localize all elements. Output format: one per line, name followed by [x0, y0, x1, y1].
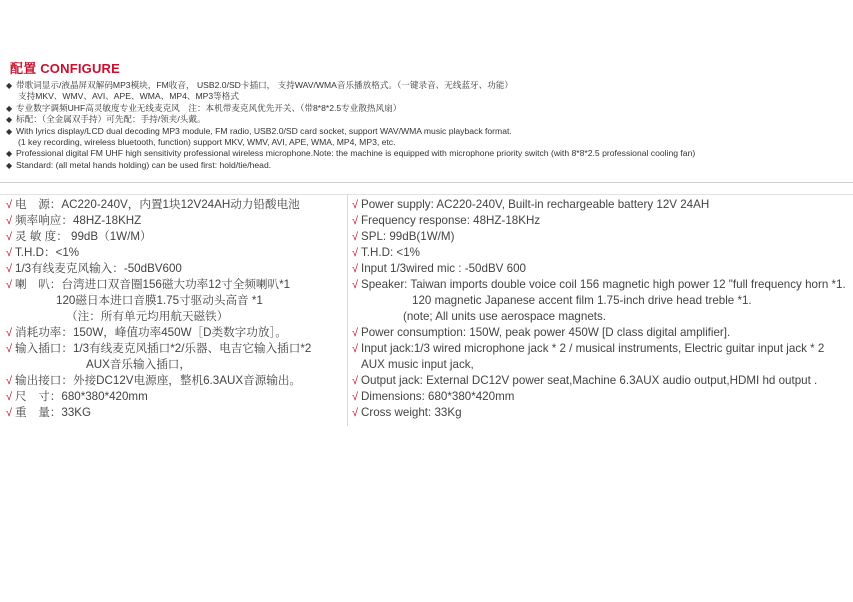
check-mark-icon: √ [6, 375, 13, 387]
spec-list-chinese [6, 197, 346, 421]
spec-text: Speaker: Taiwan imports double voice coil 156 magnetic high power 12 "full frequency horn *1. [361, 278, 846, 291]
feature-item [6, 80, 846, 91]
spec-row [6, 245, 346, 261]
spec-row [352, 389, 847, 405]
spec-row [6, 213, 346, 229]
spec-text: 120磁日本进口音膜1.75寸驱动头高音 *1 [56, 294, 263, 307]
check-mark-icon: √ [352, 407, 359, 419]
spec-row [6, 261, 346, 277]
diamond-bullet-icon: ◆ [6, 81, 13, 90]
check-mark-icon: √ [6, 391, 13, 403]
spec-row [352, 261, 847, 277]
check-mark-icon: √ [352, 375, 359, 387]
diamond-bullet-icon: ◆ [6, 115, 13, 125]
spec-row [352, 341, 847, 357]
spec-text: T.H.D: <1% [361, 246, 420, 259]
spec-text: SPL: 99dB(1W/M) [361, 230, 455, 243]
spec-row [6, 229, 346, 245]
feature-item [6, 126, 846, 137]
spec-row [6, 373, 346, 389]
check-mark-icon: √ [6, 247, 13, 259]
spec-text: T.H.D：<1% [15, 246, 80, 259]
spec-text: （注：所有单元均用航天磁铁） [66, 310, 229, 323]
feature-item [6, 91, 846, 102]
spec-text: 喇 叭：台湾进口双音圈156磁大功率12寸全频喇叭*1 [15, 278, 291, 291]
check-mark-icon: √ [352, 215, 359, 227]
divider [0, 182, 853, 183]
spec-row [6, 341, 346, 357]
spec-row [6, 325, 346, 341]
spec-text: Frequency response: 48HZ-18KHz [361, 214, 541, 227]
spec-row [352, 245, 847, 261]
spec-text: Power consumption: 150W, peak power 450W [D class digital amplifier]. [361, 326, 731, 339]
check-mark-icon: √ [352, 279, 359, 291]
spec-text: 消耗功率：150W，峰值功率450W［D类数字功放］。 [15, 326, 287, 339]
spec-text: AUX music input jack, [361, 358, 474, 371]
check-mark-icon: √ [6, 263, 13, 275]
spec-text: 1/3有线麦克风输入：-50dBV600 [15, 262, 182, 275]
spec-row [352, 277, 847, 293]
feature-list [6, 80, 846, 171]
feature-item [6, 114, 846, 125]
spec-text: Power supply: AC220-240V, Built-in rechargeable battery 12V 24AH [361, 198, 710, 211]
spec-text: AUX音乐输入插口， [86, 358, 191, 371]
spec-row [6, 197, 346, 213]
check-mark-icon: √ [6, 231, 13, 243]
spec-text: (note; All units use aerospace magnets. [403, 310, 607, 323]
spec-text: 尺 寸：680*380*420mm [15, 390, 148, 403]
check-mark-icon: √ [352, 391, 359, 403]
feature-text: With lyrics display/LCD dual decoding MP3 module, FM radio, USB2.0/SD card socket, support WAV/WMA music playback format. [16, 125, 512, 136]
feature-item [6, 137, 846, 148]
spec-text: 电 源：AC220-240V，内置1块12V24AH动力铅酸电池 [15, 198, 300, 211]
spec-text: 灵 敏 度： 99dB（1W/M） [15, 230, 152, 243]
diamond-bullet-icon: ◆ [6, 160, 13, 170]
spec-text: 输入插口：1/3有线麦克风插口*2/乐器、电吉它输入插口*2 [15, 342, 312, 355]
spec-text: 120 magnetic Japanese accent film 1.75-inch drive head treble *1. [412, 294, 752, 307]
check-mark-icon: √ [6, 215, 13, 227]
spec-text: Dimensions: 680*380*420mm [361, 390, 515, 403]
check-mark-icon: √ [352, 327, 359, 339]
spec-row [352, 309, 847, 325]
spec-text: 频率响应：48HZ-18KHZ [15, 214, 142, 227]
feature-text: Standard: (all metal hands holding) can be used first: hold/tie/head. [16, 159, 272, 170]
check-mark-icon: √ [352, 263, 359, 275]
feature-item [6, 148, 846, 159]
spec-row [352, 197, 847, 213]
check-mark-icon: √ [352, 247, 359, 259]
spec-row [6, 357, 346, 373]
check-mark-icon: √ [6, 279, 13, 291]
spec-text: Input jack:1/3 wired microphone jack * 2 / musical instruments, Electric guitar input jack * 2 [361, 342, 825, 355]
diamond-bullet-icon: ◆ [6, 126, 13, 136]
spec-row [352, 229, 847, 245]
check-mark-icon: √ [6, 199, 13, 211]
check-mark-icon: √ [6, 407, 13, 419]
spec-row [6, 309, 346, 325]
check-mark-icon: √ [352, 199, 359, 211]
spec-row [352, 325, 847, 341]
feature-item [6, 103, 846, 114]
spec-text: Output jack: External DC12V power seat,Machine 6.3AUX audio output,HDMI hd output . [361, 374, 818, 387]
spec-row [352, 405, 847, 421]
feature-item [6, 160, 846, 171]
check-mark-icon: √ [6, 327, 13, 339]
spec-row [6, 277, 346, 293]
spec-list-english [352, 197, 847, 421]
spec-text: 重 量：33KG [15, 406, 92, 419]
spec-row [6, 293, 346, 309]
feature-text: 带歌词显示/液晶屏双解码MP3模块，FM收音， USB2.0/SD卡插口， 支持WAV/WMA音乐播放格式。（一键录音、无线蓝牙、功能） [16, 80, 514, 90]
feature-text: 标配：（全金属双手持）可先配：手持/领夹/头戴。 [16, 114, 206, 125]
diamond-bullet-icon: ◆ [6, 103, 13, 113]
diamond-bullet-icon: ◆ [6, 149, 13, 159]
spec-row [6, 389, 346, 405]
column-divider [347, 194, 348, 426]
feature-text: 支持MKV、WMV、AVI、APE、WMA、MP4、MP3等格式 [18, 91, 239, 102]
feature-text: 专业数字调频UHF高灵敏度专业无线麦克风 注：本机带麦克风优先开关、（带8*8*2.5专业散热风扇） [16, 102, 402, 113]
section-title: 配置 CONFIGURE [10, 61, 121, 76]
feature-text: (1 key recording, wireless bluetooth, function) support MKV, WMV, AVI, APE, WMA, MP4, MP3, etc. [18, 137, 396, 148]
divider [0, 194, 853, 195]
check-mark-icon: √ [352, 231, 359, 243]
spec-row [352, 357, 847, 373]
spec-text: Cross weight: 33Kg [361, 406, 462, 419]
spec-row [6, 405, 346, 421]
spec-row [352, 213, 847, 229]
check-mark-icon: √ [352, 343, 359, 355]
spec-text: Input 1/3wired mic : -50dBV 600 [361, 262, 526, 275]
spec-row [352, 293, 847, 309]
spec-text: 输出接口：外接DC12V电源座，整机6.3AUX音源输出。 [15, 374, 302, 387]
feature-text: Professional digital FM UHF high sensitivity professional wireless microphone.Note: the machine is equipped with microphone priority switch (with 8*8*2.5 professional cooling fan) [16, 148, 696, 159]
spec-row [352, 373, 847, 389]
check-mark-icon: √ [6, 343, 13, 355]
